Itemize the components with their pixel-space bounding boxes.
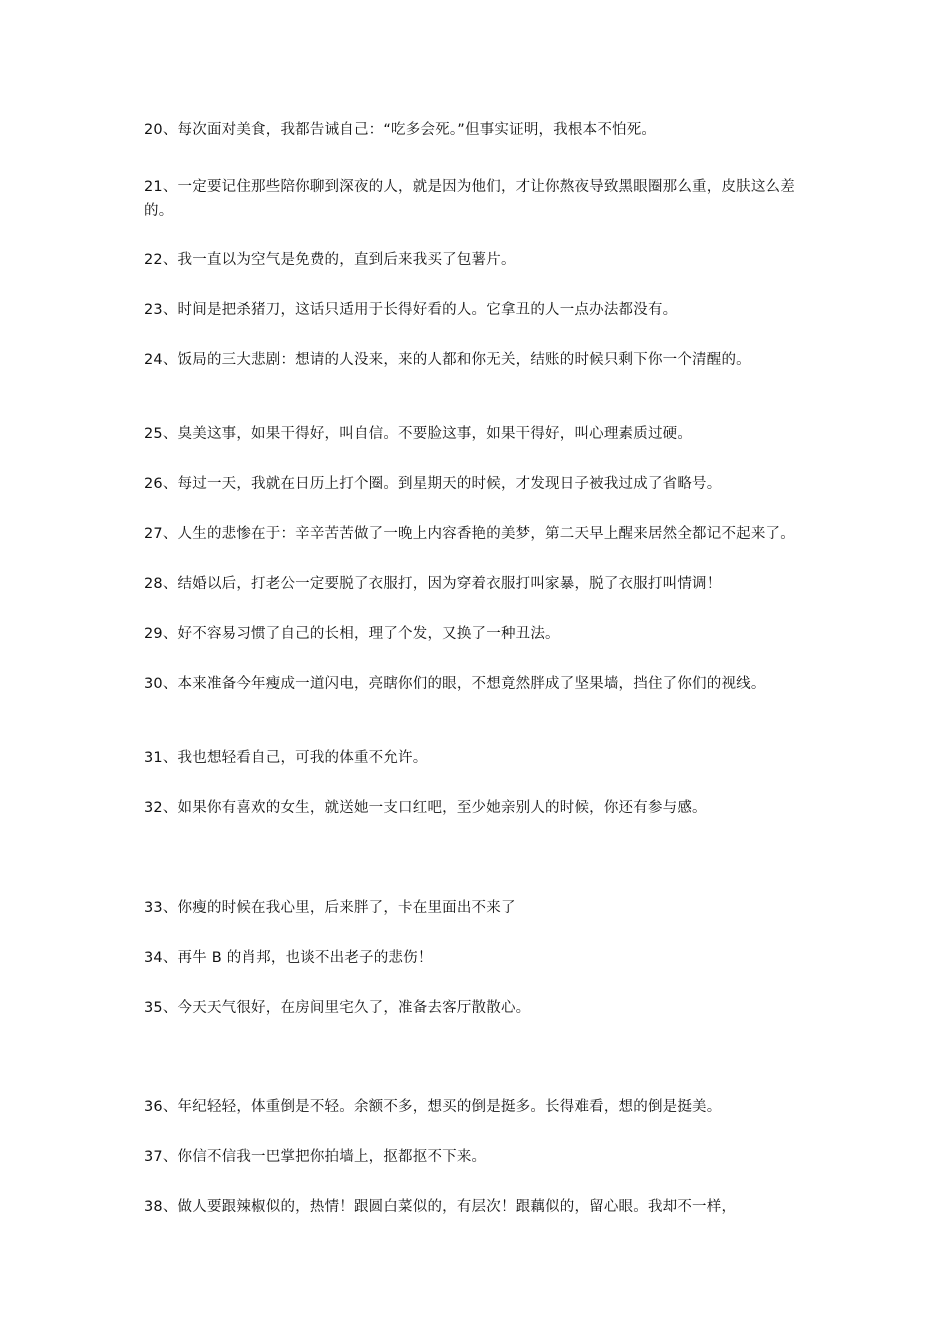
paragraph-21: 21、一定要记住那些陪你聊到深夜的人，就是因为他们，才让你熬夜导致黑眼圈那么重，皮肤这么差的。 [144,179,795,219]
paragraph-30: 30、本来准备今年瘦成一道闪电，亮瞎你们的眼，不想竟然胖成了坚果墙，挡住了你们的视线。 [144,676,766,692]
paragraph-36: 36、年纪轻轻，体重倒是不轻。余额不多，想买的倒是挺多。长得难看，想的倒是挺美。 [144,1099,722,1115]
paragraph-31: 31、我也想轻看自己，可我的体重不允许。 [144,750,428,766]
paragraph-22: 22、我一直以为空气是免费的，直到后来我买了包薯片。 [144,252,516,268]
paragraph-33: 33、你瘦的时候在我心里，后来胖了，卡在里面出不来了 [144,900,516,916]
paragraph-23: 23、时间是把杀猪刀，这话只适用于长得好看的人。它拿丑的人一点办法都没有。 [144,302,678,318]
paragraph-29: 29、好不容易习惯了自己的长相，理了个发，又换了一种丑法。 [144,626,560,642]
paragraph-27: 27、人生的悲惨在于：辛辛苦苦做了一晚上内容香艳的美梦，第二天早上醒来居然全都记不起来了。 [144,526,795,542]
paragraph-37: 37、你信不信我一巴掌把你拍墙上，抠都抠不下来。 [144,1149,487,1165]
paragraph-38: 38、做人要跟辣椒似的，热情！跟圆白菜似的，有层次！跟藕似的，留心眼。我却不一样， [144,1199,737,1215]
paragraph-32: 32、如果你有喜欢的女生，就送她一支口红吧，至少她亲别人的时候，你还有参与感。 [144,800,707,816]
paragraph-34: 34、再牛 B 的肖邦，也谈不出老子的悲伤！ [144,950,433,966]
paragraph-25: 25、臭美这事，如果干得好，叫自信。不要脸这事，如果干得好，叫心理素质过硬。 [144,426,693,442]
paragraph-24: 24、饭局的三大悲剧：想请的人没来，来的人都和你无关，结账的时候只剩下你一个清醒的。 [144,352,751,368]
paragraph-26: 26、每过一天，我就在日历上打个圈。到星期天的时候，才发现日子被我过成了省略号。 [144,476,722,492]
paragraph-20: 20、每次面对美食，我都告诫自己：“吃多会死。”但事实证明，我根本不怕死。 [144,122,657,138]
paragraph-28: 28、结婚以后，打老公一定要脱了衣服打，因为穿着衣服打叫家暴，脱了衣服打叫情调！ [144,576,722,592]
paragraph-35: 35、今天天气很好，在房间里宅久了，准备去客厅散散心。 [144,1000,531,1016]
